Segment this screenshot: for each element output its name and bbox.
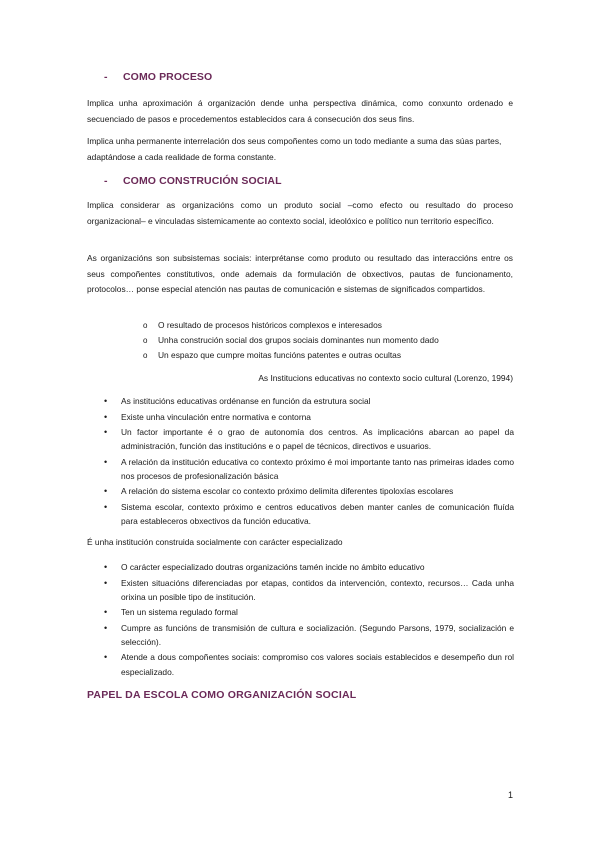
sub-list-item-text: Un espazo que cumpre moitas funcións patentes e outras ocultas (158, 350, 402, 360)
list-item-text: Existen situacións diferenciadas por etapas, contidos da intervención, contexto, recursos… Cada unha orixina un posible tipo de institución. (121, 577, 514, 602)
section-heading-papel-escola: PAPEL DA ESCOLA COMO ORGANIZACIÓN SOCIAL (87, 689, 357, 701)
sub-list-item-text: O resultado de procesos históricos complexos e interesados (158, 320, 382, 330)
sub-list (143, 318, 523, 363)
list-item-text: A relación do sistema escolar co contexto próximo delimita diferentes tipoloxías escolares (121, 486, 454, 497)
section-heading-proceso: COMO PROCESO (123, 71, 213, 83)
section-dash: - (104, 71, 108, 83)
list-item (104, 621, 514, 649)
list-item (104, 410, 514, 424)
bullet-icon: • (104, 622, 108, 633)
list-item-text: Cumpre as funcións de transmisión de cultura e socialización. (Segundo Parsons, 1979, socialización e selección). (121, 622, 514, 647)
paragraph: É unha institución construida socialmente con carácter especializado (87, 537, 343, 547)
bullet-icon: • (104, 396, 108, 406)
list-item (104, 605, 514, 619)
bullet-icon: • (104, 501, 108, 512)
list-item (104, 455, 514, 483)
list-item-text: Un factor importante é o grao de autonomía dos centros. As implicacións abarcan ao papel da administración, función das institucións e o papel de técnicos, directivos e usuarios. (121, 427, 514, 452)
list-item-text: Ten un sistema regulado formal (121, 607, 238, 618)
list-item (104, 425, 514, 453)
bullet-list (104, 560, 514, 680)
list-item-text: Atende a dous compoñentes sociais: compromiso cos valores sociais establecidos e desempeño dun rol especializado. (121, 652, 514, 677)
section-dash: - (104, 175, 108, 187)
bullet-icon: • (104, 486, 108, 497)
circle-bullet-icon: o (143, 336, 148, 345)
bullet-icon: • (104, 607, 108, 618)
list-item-text: As institucións educativas ordénanse en función da estrutura social (121, 396, 371, 406)
sub-list-item-text: Unha construción social dos grupos sociais dominantes nun momento dado (158, 335, 439, 345)
circle-bullet-icon: o (143, 351, 148, 360)
list-item (104, 650, 514, 678)
bullet-icon: • (104, 456, 108, 467)
list-item-text: Sistema escolar, contexto próximo e centros educativos deben manter canles de comunicación fluída para estableceros obxectivos da función educativa. (121, 501, 514, 527)
list-item (104, 560, 514, 574)
list-item (104, 576, 514, 604)
paragraph: Implica considerar as organizacións como un produto social –como efecto ou resultado do proceso organizacional– e vinculadas sistemicamente ao contexto social, ideolóxico e político nun territorio específico. (87, 200, 513, 226)
bullet-icon: • (104, 411, 108, 422)
paragraph: Implica unha permanente interrelación dos seus compoñentes como un todo mediante a suma das súas partes, adaptándose a cada realidade de forma constante. (87, 136, 502, 162)
bullet-icon: • (104, 577, 108, 588)
page-number: 1 (508, 790, 514, 800)
circle-bullet-icon: o (143, 321, 148, 330)
sub-list-item (143, 318, 523, 333)
sub-list-item (143, 348, 523, 363)
list-item (104, 500, 514, 528)
section-heading-construcion-social: COMO CONSTRUCIÓN SOCIAL (123, 175, 282, 187)
bullet-icon: • (104, 562, 108, 572)
sub-list-item (143, 333, 523, 348)
bullet-list (104, 394, 514, 530)
list-item-text: A relación da institución educativa co contexto próximo é moi importante tanto nas primeiras idades como nos procesos de profesionalización básica (121, 456, 514, 481)
list-item (104, 394, 514, 408)
paragraph: Implica unha aproximación á organización dende unha perspectiva dinámica, como conxunto ordenado e secuenciado de pasos e procedementos establecidos cara á consecución dos seus fins. (87, 98, 513, 124)
bullet-icon: • (104, 652, 108, 663)
citation: As Institucions educativas no contexto socio cultural (Lorenzo, 1994) (258, 373, 513, 383)
paragraph: As organizacións son subsistemas sociais: interprétanse como produto ou resultado das interaccións entre os seus compoñentes constitutivos, onde ademais da formulación de obxectivos, pautas de funcionamento, protocolos… ponse especial atención nas pautas de comunicación e sistemas de significados compartidos. (87, 253, 513, 295)
bullet-icon: • (104, 427, 108, 437)
list-item (104, 484, 514, 498)
list-item-text: Existe unha vinculación entre normativa e contorna (121, 411, 311, 422)
list-item-text: O carácter especializado doutras organizacións tamén incide no ámbito educativo (121, 562, 425, 572)
